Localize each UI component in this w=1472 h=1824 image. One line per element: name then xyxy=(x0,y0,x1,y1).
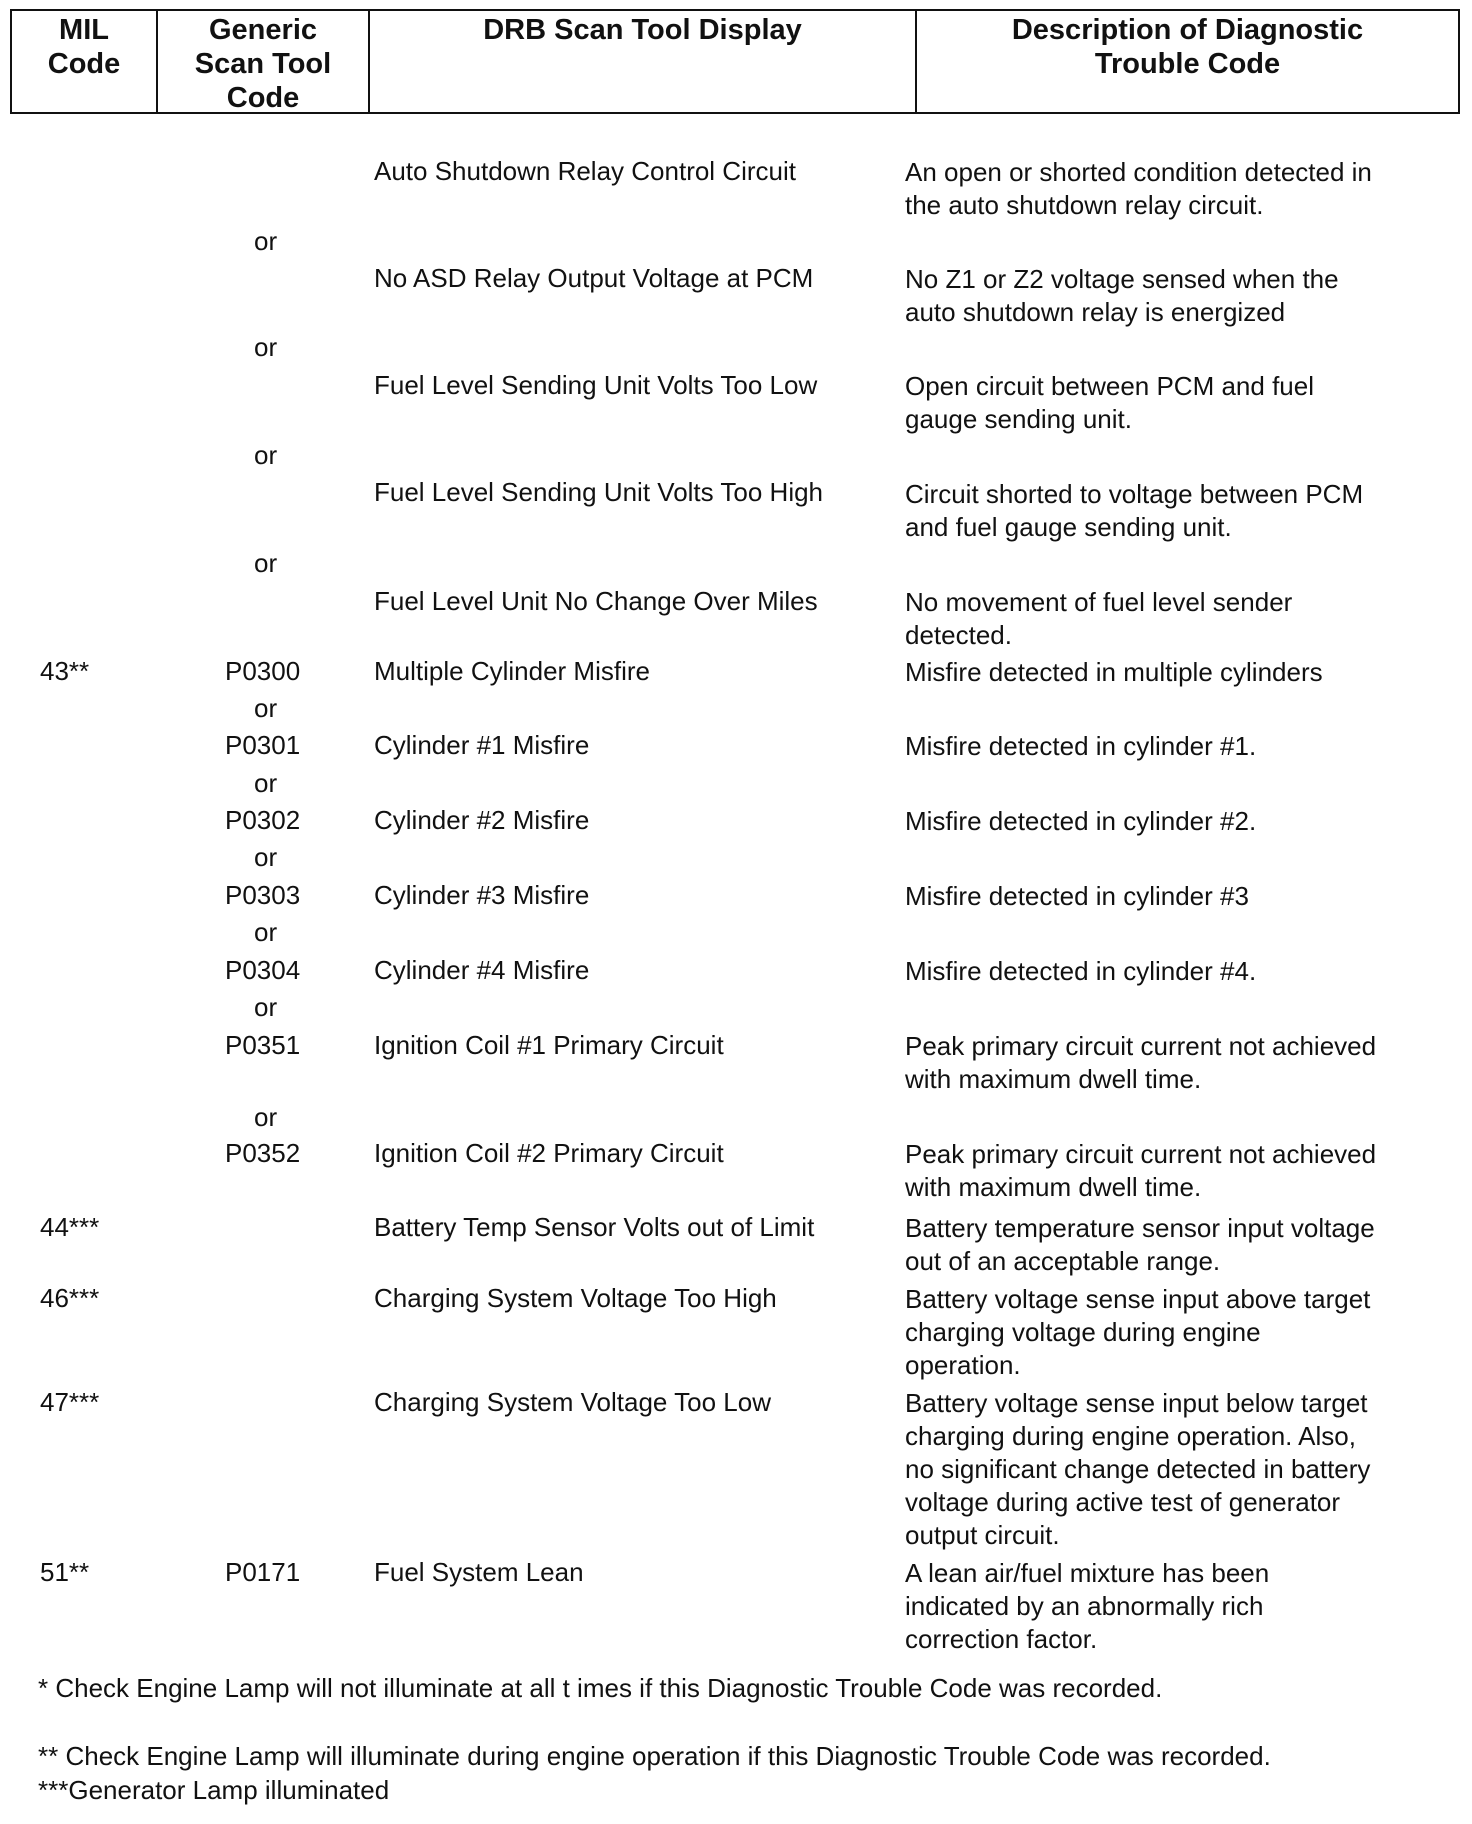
drb-display: Battery Temp Sensor Volts out of Limit xyxy=(374,1212,815,1242)
mil-code: 51** xyxy=(40,1557,90,1587)
header-drb-scan-tool-display: DRB Scan Tool Display xyxy=(370,11,917,112)
mil-code: 44*** xyxy=(40,1212,100,1242)
drb-display: Fuel Level Sending Unit Volts Too High xyxy=(374,477,824,507)
footnote-single-asterisk: * Check Engine Lamp will not illuminate at all t imes if this Diagnostic Trouble Code was recorded. xyxy=(38,1673,1163,1703)
or-separator: or xyxy=(254,440,278,470)
or-separator: or xyxy=(254,332,278,362)
trouble-description: Battery temperature sensor input voltage out of an acceptable range. xyxy=(905,1213,1375,1276)
drb-display: Cylinder #2 Misfire xyxy=(374,805,590,835)
trouble-description: Misfire detected in cylinder #4. xyxy=(905,956,1257,986)
trouble-description: Peak primary circuit current not achieved with maximum dwell time. xyxy=(905,1139,1377,1202)
generic-code: P0351 xyxy=(225,1030,301,1060)
header-description: Description of Diagnostic Trouble Code xyxy=(1011,14,1364,80)
mil-code: 46*** xyxy=(40,1283,100,1313)
header-generic-scan-tool-code: Generic Scan Tool Code xyxy=(158,11,370,112)
or-separator: or xyxy=(254,768,278,798)
generic-code: P0300 xyxy=(225,656,301,686)
generic-code: P0171 xyxy=(225,1557,301,1587)
header-mil-code: MIL Code xyxy=(12,11,158,112)
footnote-double-asterisk: ** Check Engine Lamp will illuminate during engine operation if this Diagnostic Trouble Code was recorded. xyxy=(38,1741,1271,1771)
generic-code: P0301 xyxy=(225,730,301,760)
drb-display: Charging System Voltage Too Low xyxy=(374,1387,771,1417)
trouble-description: No Z1 or Z2 voltage sensed when the auto shutdown relay is energized xyxy=(905,264,1339,327)
trouble-description: No movement of fuel level sender detected. xyxy=(905,587,1293,650)
drb-display: Multiple Cylinder Misfire xyxy=(374,656,650,686)
mil-code: 43** xyxy=(40,656,90,686)
drb-display: Fuel Level Unit No Change Over Miles xyxy=(374,586,818,616)
drb-display: Fuel System Lean xyxy=(374,1557,584,1587)
generic-code: P0352 xyxy=(225,1138,301,1168)
or-separator: or xyxy=(254,1102,278,1132)
trouble-description: Misfire detected in cylinder #2. xyxy=(905,806,1257,836)
generic-code: P0304 xyxy=(225,955,301,985)
trouble-description: A lean air/fuel mixture has been indicated by an abnormally rich correction factor. xyxy=(905,1558,1270,1654)
trouble-description: Circuit shorted to voltage between PCM and fuel gauge sending unit. xyxy=(905,479,1364,542)
or-separator: or xyxy=(254,693,278,723)
or-separator: or xyxy=(254,992,278,1022)
drb-display: Ignition Coil #1 Primary Circuit xyxy=(374,1030,724,1060)
trouble-description: Misfire detected in multiple cylinders xyxy=(905,657,1323,687)
drb-display: Fuel Level Sending Unit Volts Too Low xyxy=(374,370,818,400)
or-separator: or xyxy=(254,548,278,578)
trouble-description: Peak primary circuit current not achieved with maximum dwell time. xyxy=(905,1031,1377,1094)
or-separator: or xyxy=(254,842,278,872)
trouble-description: Battery voltage sense input above target charging voltage during engine operation. xyxy=(905,1284,1371,1380)
trouble-description: Battery voltage sense input below target charging during engine operation. Also, no significant change detected in battery voltage during active test of generator output circuit. xyxy=(905,1388,1371,1550)
generic-code: P0303 xyxy=(225,880,301,910)
trouble-description: Misfire detected in cylinder #3 xyxy=(905,881,1249,911)
generic-code: P0302 xyxy=(225,805,301,835)
footnote-triple-asterisk: ***Generator Lamp illuminated xyxy=(38,1775,390,1805)
drb-display: Auto Shutdown Relay Control Circuit xyxy=(374,156,796,186)
trouble-description: Open circuit between PCM and fuel gauge sending unit. xyxy=(905,371,1314,434)
trouble-description: An open or shorted condition detected in the auto shutdown relay circuit. xyxy=(905,157,1372,220)
drb-display: Cylinder #3 Misfire xyxy=(374,880,590,910)
mil-code: 47*** xyxy=(40,1387,100,1417)
drb-display: Cylinder #1 Misfire xyxy=(374,730,590,760)
drb-display: No ASD Relay Output Voltage at PCM xyxy=(374,263,814,293)
or-separator: or xyxy=(254,226,278,256)
drb-display: Charging System Voltage Too High xyxy=(374,1283,777,1313)
drb-display: Cylinder #4 Misfire xyxy=(374,955,590,985)
trouble-description: Misfire detected in cylinder #1. xyxy=(905,731,1257,761)
drb-display: Ignition Coil #2 Primary Circuit xyxy=(374,1138,724,1168)
or-separator: or xyxy=(254,917,278,947)
